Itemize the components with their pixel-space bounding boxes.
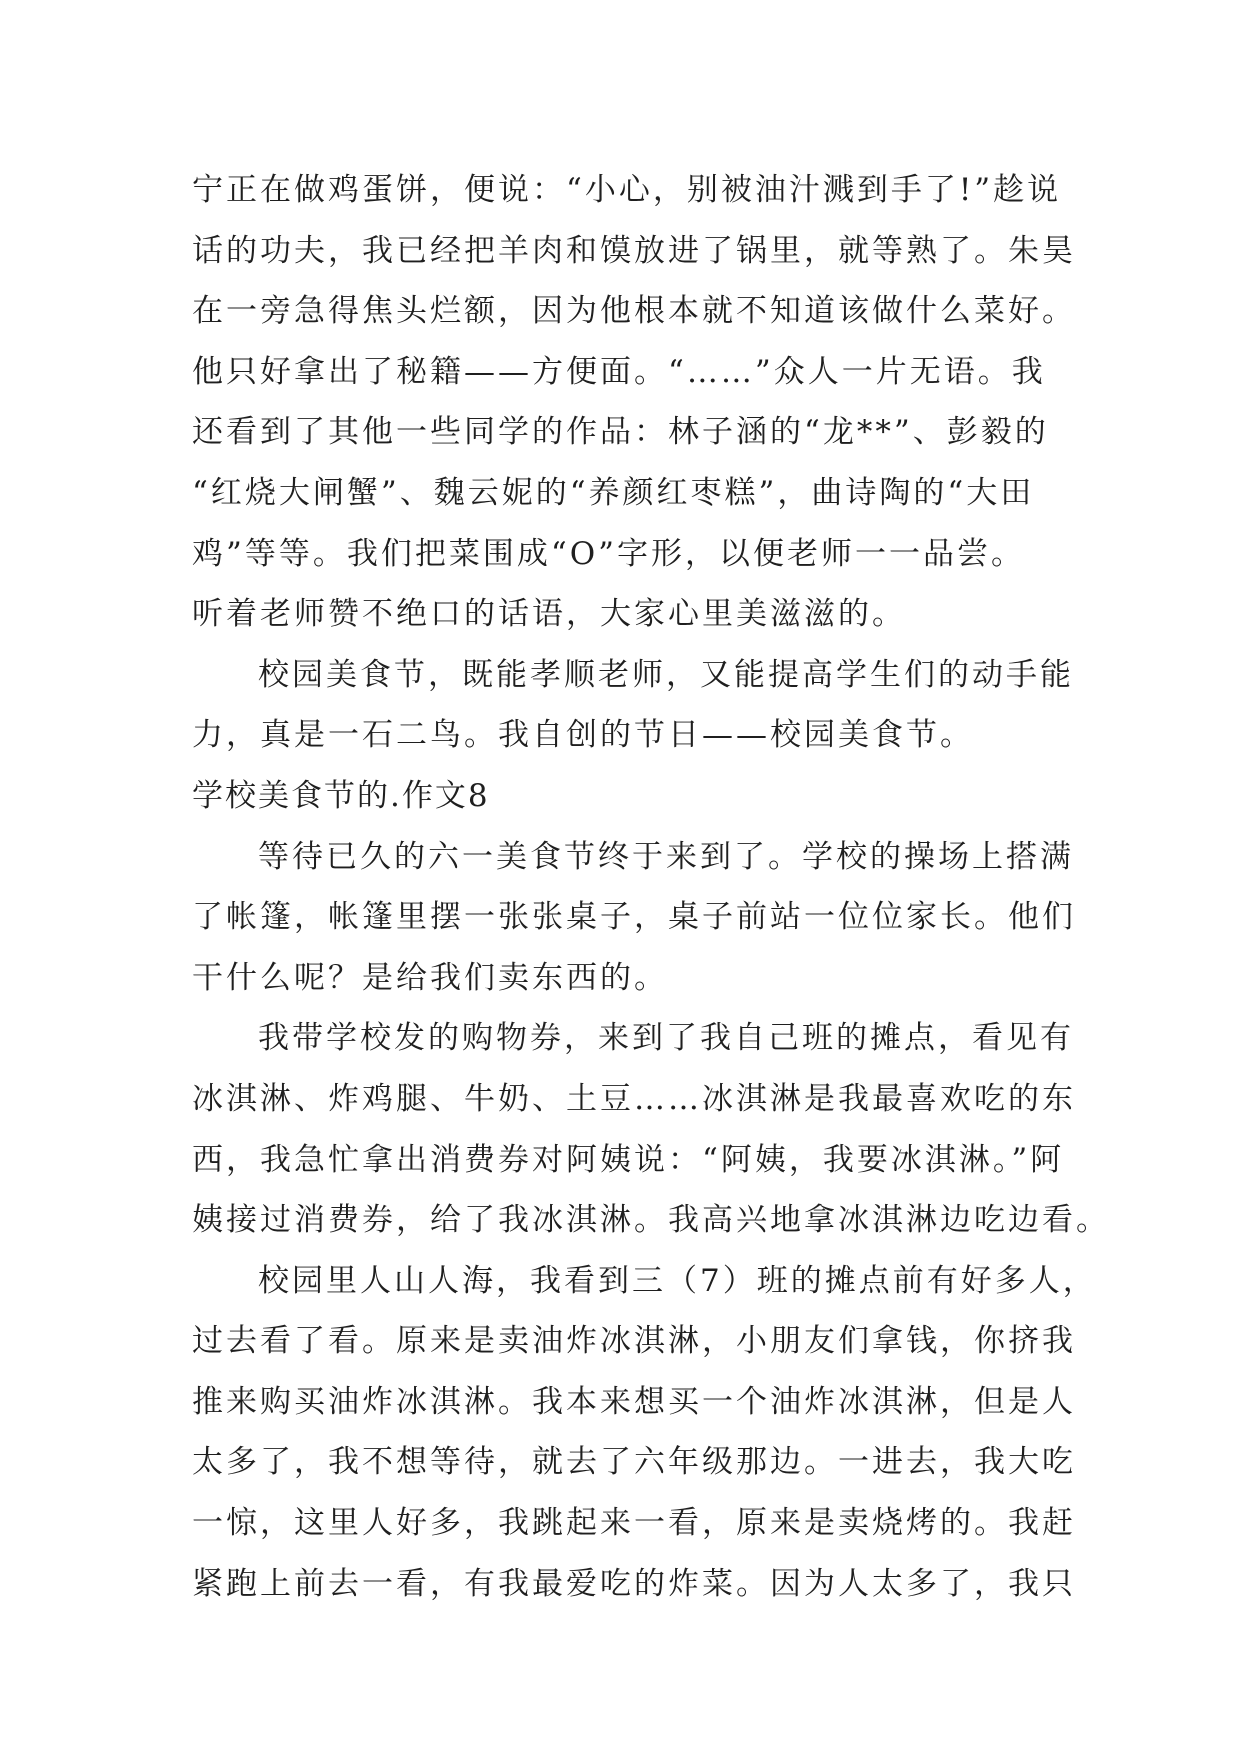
paragraph-start-line: 校园里人山人海，我看到三（7）班的摊点前有好多人，	[258, 1262, 1097, 1299]
text-line: 宁正在做鸡蛋饼，便说：“小心，别被油汁溅到手了!”趁说	[192, 172, 1062, 208]
text-line: 西，我急忙拿出消费券对阿姨说：“阿姨，我要冰淇淋。”阿	[192, 1141, 1065, 1178]
text-line: 干什么呢？是给我们卖东西的。	[192, 959, 668, 996]
text-line: 紧跑上前去一看，有我最爱吃的炸菜。因为人太多了，我只	[192, 1565, 1076, 1602]
text-line: 过去看了看。原来是卖油炸冰淇淋，小朋友们拿钱，你挤我	[192, 1323, 1076, 1360]
text-line: 力，真是一石二鸟。我自创的节日——校园美食节。	[192, 717, 974, 754]
text-line: 冰淇淋、炸鸡腿、牛奶、土豆……冰淇淋是我最喜欢吃的东	[192, 1080, 1076, 1117]
paragraph-start-line: 我带学校发的购物券，来到了我自己班的摊点，看见有	[258, 1020, 1074, 1057]
text-line: 鸡”等等。我们把菜围成“O”字形，以便老师一一品尝。	[192, 535, 1025, 572]
text-line: 太多了，我不想等待，就去了六年级那边。一进去，我大吃	[192, 1444, 1076, 1481]
text-line: 听着老师赞不绝口的话语，大家心里美滋滋的。	[192, 596, 906, 633]
text-line: 话的功夫，我已经把羊肉和馍放进了锅里，就等熟了。朱昊	[192, 232, 1076, 269]
text-line: 他只好拿出了秘籍——方便面。“……”众人一片无语。我	[192, 353, 1046, 390]
paragraph-start-line: 校园美食节，既能孝顺老师，又能提高学生们的动手能	[258, 656, 1074, 693]
document-body	[192, 160, 1110, 1614]
text-line: 姨接过消费券，给了我冰淇淋。我高兴地拿冰淇淋边吃边看。	[192, 1202, 1110, 1239]
text-line: 推来购买油炸冰淇淋。我本来想买一个油炸冰淇淋，但是人	[192, 1383, 1076, 1420]
paragraph-start-line: 等待已久的六一美食节终于来到了。学校的操场上搭满	[258, 838, 1074, 875]
essay-title: 学校美食节的.作文8	[192, 777, 490, 814]
text-line: 一惊，这里人好多，我跳起来一看，原来是卖烧烤的。我赶	[192, 1505, 1076, 1542]
text-line: 还看到了其他一些同学的作品：林子涵的“龙**”、彭毅的	[192, 414, 1049, 451]
text-line: 了帐篷，帐篷里摆一张张桌子，桌子前站一位位家长。他们	[192, 899, 1076, 936]
text-line: “红烧大闸蟹”、魏云妮的“养颜红枣糕”，曲诗陶的“大田	[192, 474, 1035, 511]
text-line: 在一旁急得焦头烂额，因为他根本就不知道该做什么菜好。	[192, 293, 1076, 330]
